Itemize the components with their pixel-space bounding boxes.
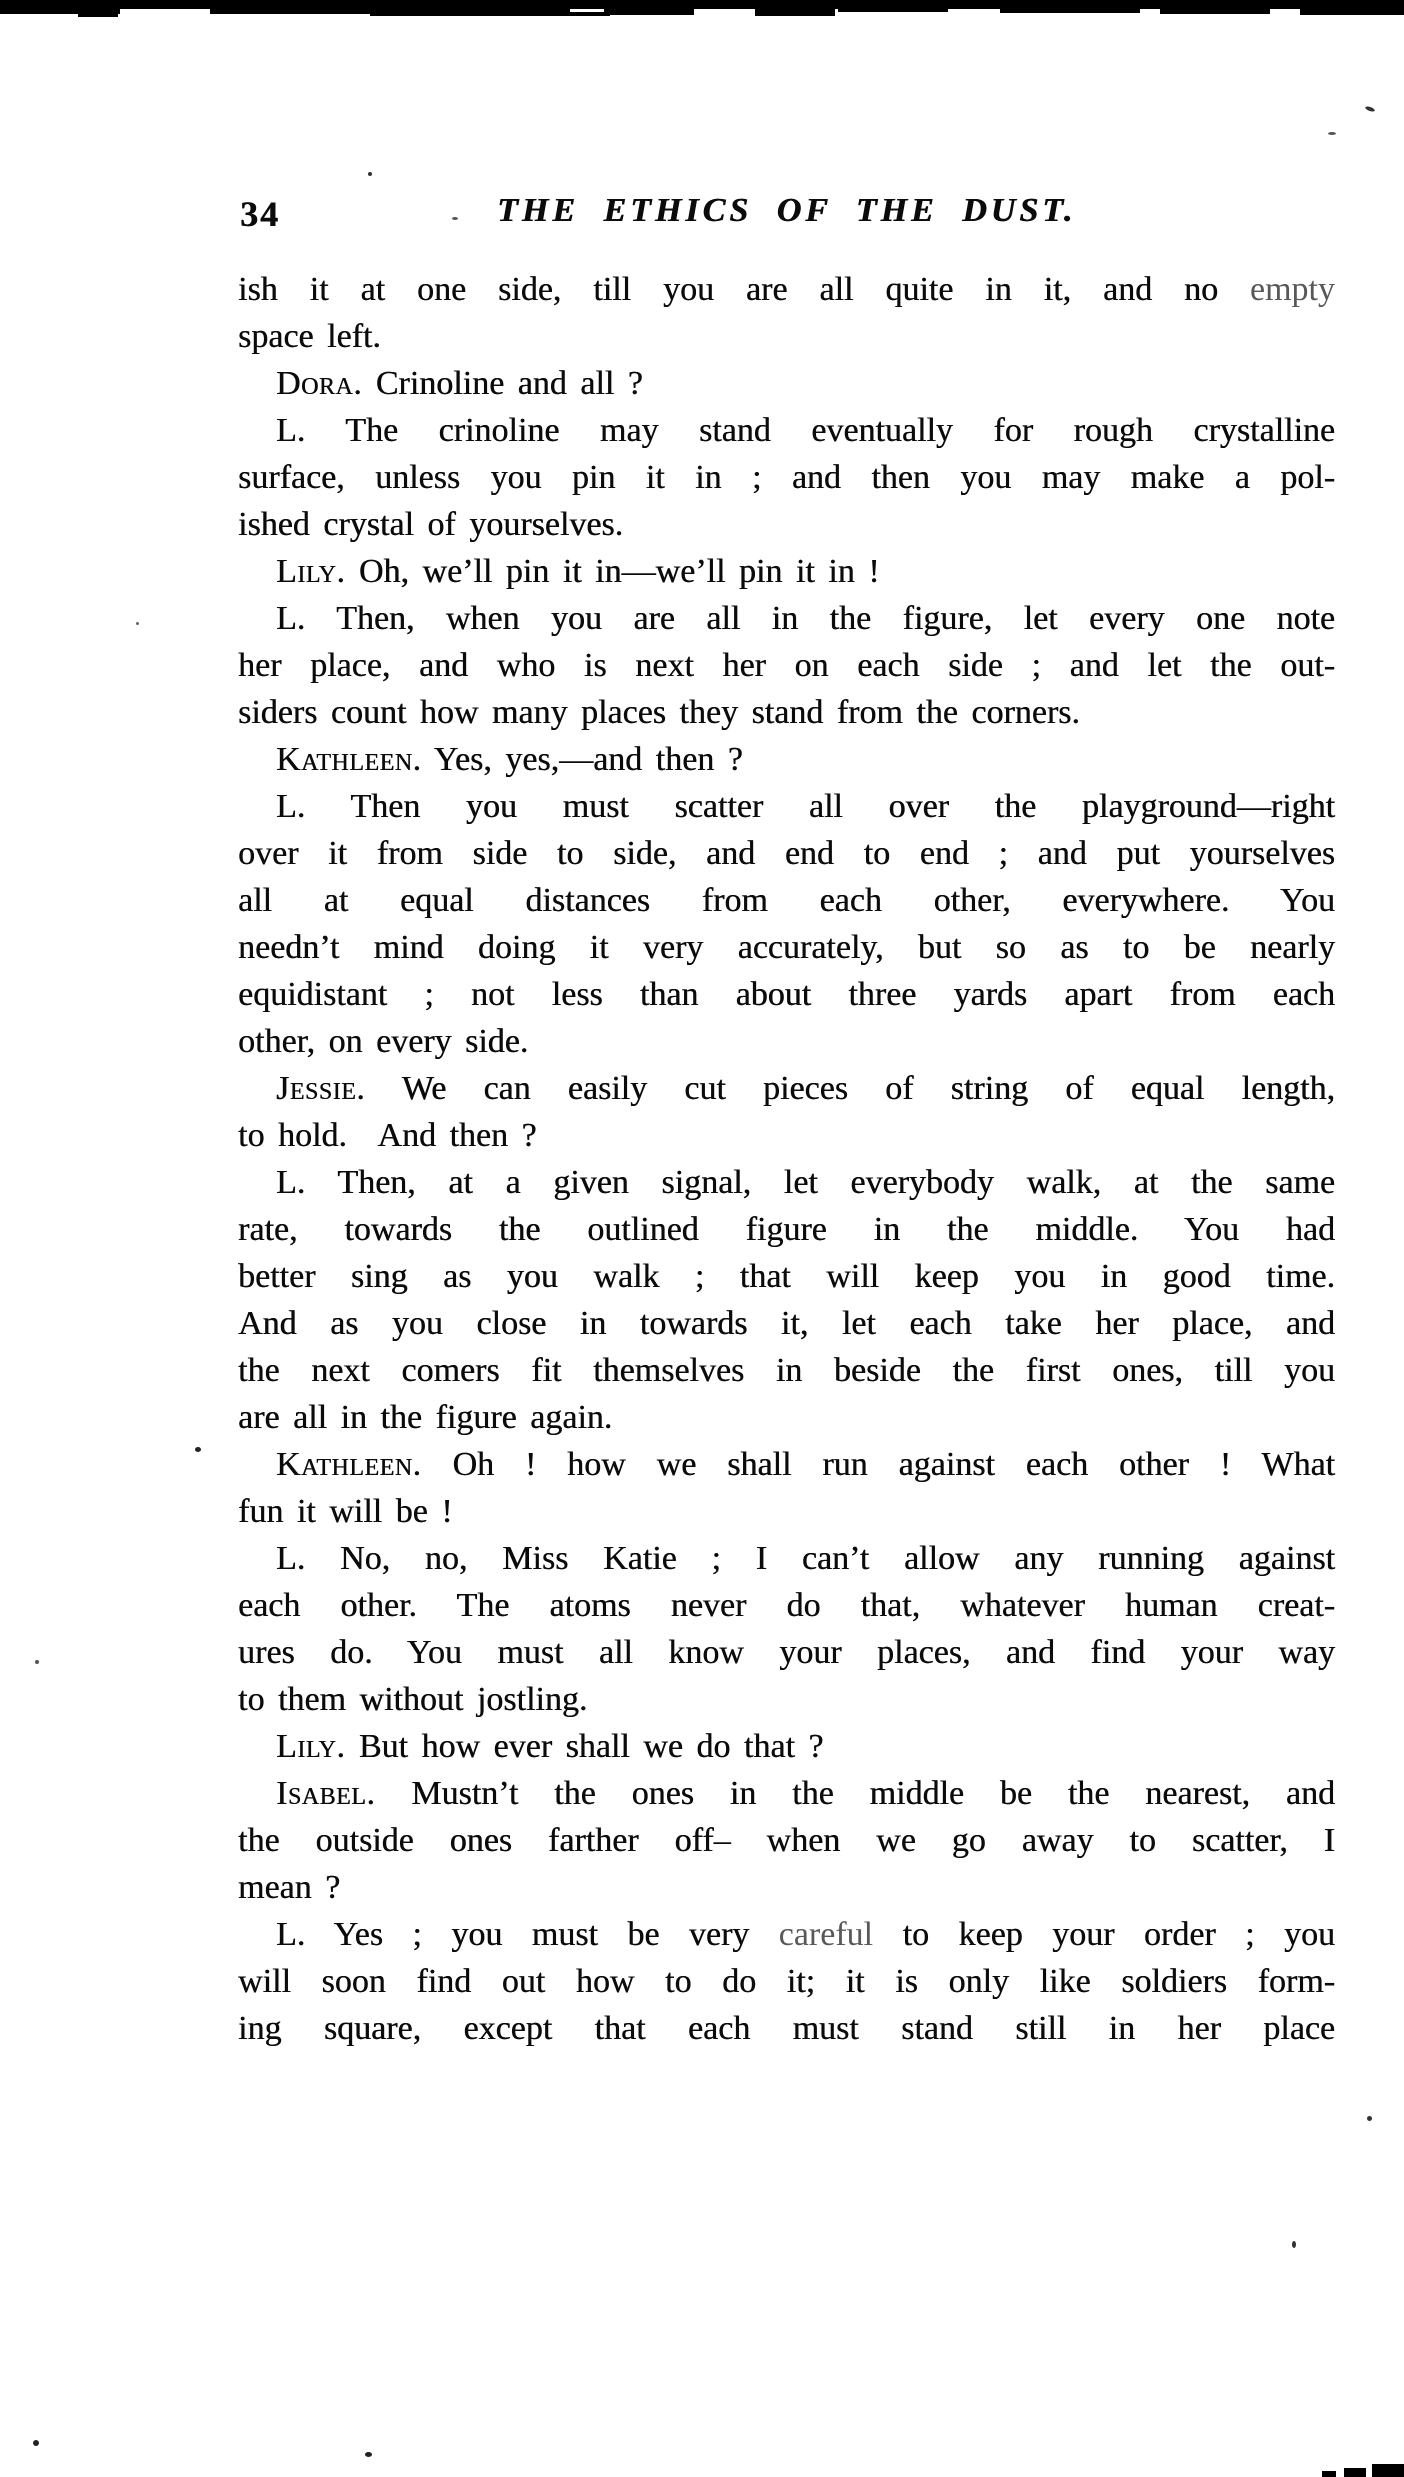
text-line <box>238 830 1335 877</box>
scan-edge-bar <box>0 0 1404 9</box>
scan-edge-fragment <box>1160 9 1270 14</box>
text-segment: all at equal distances from each other, everywhere. You <box>238 882 1335 919</box>
running-head: THE ETHICS OF THE DUST. <box>497 192 1077 229</box>
text-segment: ished crystal of yourselves. <box>238 506 624 543</box>
text-line <box>238 1300 1335 1347</box>
text-line <box>238 1206 1335 1253</box>
text-block <box>238 266 1335 2052</box>
text-segment: each other. The atoms never do that, whatever human creat- <box>238 1587 1335 1624</box>
text-line <box>238 2005 1335 2052</box>
text-segment: fun it will be ! <box>238 1493 453 1530</box>
speaker-name: Isabel. <box>276 1775 376 1812</box>
text-segment: needn’t mind doing it very accurately, but so as to be nearly <box>238 929 1335 966</box>
scan-edge-fragment <box>1300 9 1404 15</box>
text-segment: surface, unless you pin it in ; and then you may make a pol- <box>238 459 1335 496</box>
text-segment: And as you close in towards it, let each take her place, and <box>238 1305 1335 1342</box>
scan-speck <box>1372 2464 1404 2477</box>
speaker-name: Lily. <box>276 553 346 590</box>
text-segment: empty <box>1250 271 1335 308</box>
text-segment: L. Then, when you are all in the figure, let every one note <box>276 600 1335 637</box>
text-segment: Mustn’t the ones in the middle be the nearest, and <box>375 1775 1335 1812</box>
text-segment: rate, towards the outlined figure in the middle. You had <box>238 1211 1335 1248</box>
text-segment: to keep your order ; you <box>873 1916 1335 1953</box>
text-segment: Yes, yes,—and then ? <box>421 741 743 778</box>
scan-speck <box>1322 2471 1336 2477</box>
text-line <box>238 1629 1335 1676</box>
text-line <box>238 1723 1335 1770</box>
text-line <box>238 736 1335 783</box>
text-line <box>238 266 1335 313</box>
text-segment: will soon find out how to do it; it is only like soldiers form- <box>238 1963 1335 2000</box>
scan-speck <box>368 172 372 176</box>
scan-speck <box>365 2452 372 2457</box>
text-segment: mean ? <box>238 1869 341 1906</box>
text-segment: L. Then you must scatter all over the playground—right <box>276 788 1335 825</box>
text-line <box>238 1488 1335 1535</box>
text-segment: space left. <box>238 318 381 355</box>
text-line <box>238 1347 1335 1394</box>
scan-speck <box>452 217 458 220</box>
text-line <box>238 1065 1335 1112</box>
text-segment: ing square, except that each must stand still in her place <box>238 2010 1335 2047</box>
text-segment: her place, and who is next her on each side ; and let the out- <box>238 647 1335 684</box>
text-line <box>238 924 1335 971</box>
speaker-name: Jessie. <box>276 1070 366 1107</box>
text-segment: Crinoline and all ? <box>362 365 643 402</box>
text-segment: equidistant ; not less than about three yards apart from each <box>238 976 1335 1013</box>
text-line <box>238 783 1335 830</box>
scan-speck <box>1292 2241 1296 2248</box>
text-line <box>238 1817 1335 1864</box>
speaker-name: Kathleen. <box>276 1446 422 1483</box>
text-segment: But how ever shall we do that ? <box>345 1728 824 1765</box>
text-line <box>238 548 1335 595</box>
text-segment: L. Then, at a given signal, let everybody walk, at the same <box>276 1164 1335 1201</box>
text-line <box>238 501 1335 548</box>
text-line <box>238 313 1335 360</box>
text-line <box>238 1770 1335 1817</box>
text-line <box>238 642 1335 689</box>
page-number: 34 <box>240 194 280 234</box>
scan-speck <box>1365 105 1376 112</box>
text-line <box>238 1911 1335 1958</box>
text-line <box>238 1253 1335 1300</box>
text-line <box>238 1394 1335 1441</box>
text-segment: ures do. You must all know your places, and find your way <box>238 1634 1335 1671</box>
text-line <box>238 689 1335 736</box>
text-line <box>238 407 1335 454</box>
scan-edge-fragment <box>1000 9 1140 13</box>
speaker-name: Lily. <box>276 1728 346 1765</box>
text-segment: to them without jostling. <box>238 1681 588 1718</box>
text-segment: careful <box>778 1916 874 1953</box>
text-line <box>238 1535 1335 1582</box>
text-line <box>238 1676 1335 1723</box>
speaker-name: Kathleen. <box>276 741 422 778</box>
text-segment: Oh, we’ll pin it in—we’ll pin it in ! <box>345 553 880 590</box>
text-segment: other, on every side. <box>238 1023 529 1060</box>
text-line <box>238 1159 1335 1206</box>
text-segment: siders count how many places they stand from the corners. <box>238 694 1080 731</box>
scan-speck <box>33 2440 39 2446</box>
text-segment: better sing as you walk ; that will keep you in good time. <box>238 1258 1335 1295</box>
text-segment: are all in the figure again. <box>238 1399 613 1436</box>
text-line <box>238 971 1335 1018</box>
text-segment: L. The crinoline may stand eventually for rough crystalline <box>276 412 1335 449</box>
scan-speck <box>1328 132 1336 135</box>
text-segment: over it from side to side, and end to end ; and put yourselves <box>238 835 1335 872</box>
text-segment: L. No, no, Miss Katie ; I can’t allow any running against <box>276 1540 1335 1577</box>
text-line <box>238 595 1335 642</box>
text-segment: the outside ones farther off– when we go away to scatter, I <box>238 1822 1335 1859</box>
text-segment: We can easily cut pieces of string of equal length, <box>365 1070 1335 1107</box>
scan-speck <box>195 1447 201 1452</box>
text-line <box>238 1864 1335 1911</box>
scan-speck <box>136 622 139 625</box>
text-line <box>238 1112 1335 1159</box>
text-segment: to hold. And then ? <box>238 1117 537 1154</box>
text-line <box>238 1018 1335 1065</box>
scan-speck <box>35 1660 39 1664</box>
text-line <box>238 360 1335 407</box>
text-line <box>238 1582 1335 1629</box>
text-line <box>238 877 1335 924</box>
scan-edge-fragment <box>540 12 610 16</box>
text-line <box>238 1958 1335 2005</box>
text-line <box>238 1441 1335 1488</box>
text-segment: Oh ! how we shall run against each other ! What <box>421 1446 1335 1483</box>
text-segment: the next comers fit themselves in beside the first ones, till you <box>238 1352 1335 1389</box>
speaker-name: Dora. <box>276 365 363 402</box>
text-segment: L. Yes ; you must be very <box>276 1916 779 1953</box>
text-segment: ish it at one side, till you are all quite in it, and no <box>238 271 1251 308</box>
text-line <box>238 454 1335 501</box>
scan-speck <box>1344 2468 1366 2477</box>
scan-edge-fragment <box>78 14 118 17</box>
scan-edge-fragment <box>755 9 835 16</box>
scan-edge-fragment <box>838 9 948 12</box>
scan-speck <box>1367 2116 1372 2121</box>
scan-edge-fragment <box>210 9 390 14</box>
scan-edge-fragment <box>604 9 694 15</box>
